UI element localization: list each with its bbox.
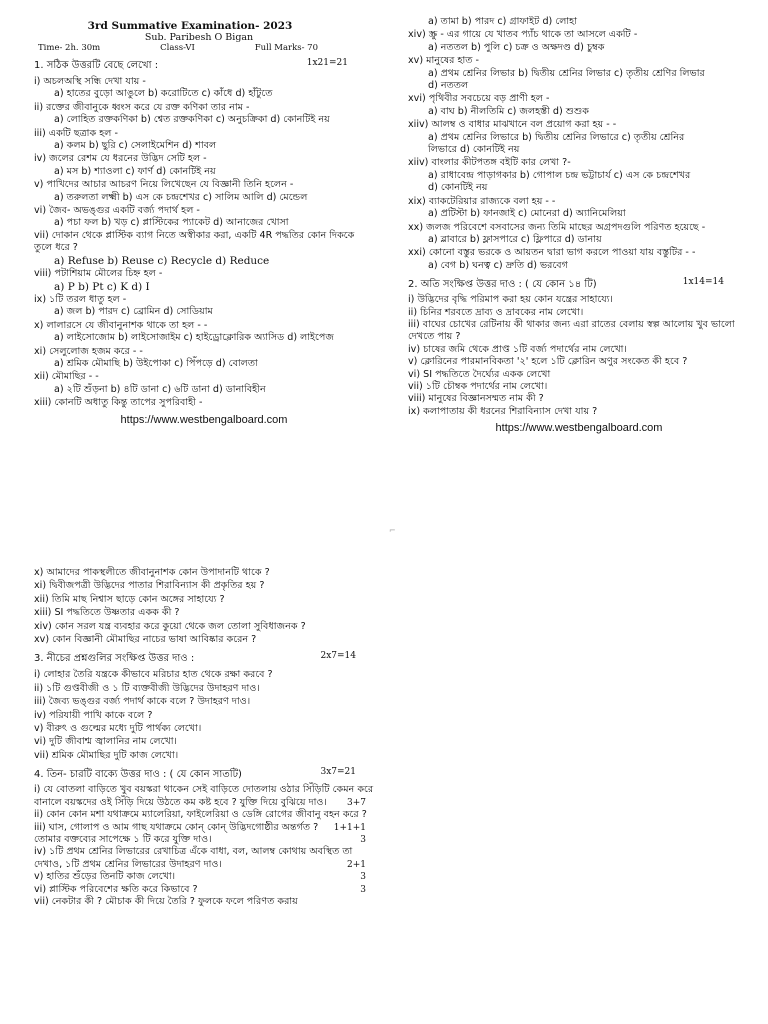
question: xiiv) আলম্ব ও বাধার মাঝখানে বল প্রয়োগ করা হয় - - [408, 119, 617, 131]
short-question: iv) চাষের জমি থেকে প্রাপ্ত ১টি বর্জ্য পদার্থের নাম লেখো। [408, 343, 627, 355]
answer-options: লিভারে d) কোনটিই নয় [428, 144, 520, 156]
question-marks: 2+1 [347, 859, 366, 870]
question: xvi) পৃথিবীর সবচেয়ে বড় প্রাণী হল - [408, 93, 550, 105]
brief-question: vi) দুটি জীবাশ্ম জ্বালানির নাম লেখো। [34, 736, 177, 748]
section-2-title: 2. অতি সংক্ষিপ্ত উত্তর দাও : ( যে কোন ১৪ টি) [408, 279, 597, 291]
long-question-text: v) হাতির শুঁড়ের তিনটি কাজ লেখো। [34, 871, 176, 883]
answer-options: a) কলম b) ছুরি c) সেলাইমেশিন d) শাবল [54, 140, 217, 152]
section-2-questions-cont [34, 567, 382, 646]
question: xv) মানুষের হাত - [408, 55, 479, 67]
answer-options: a) প্রথম শ্রেনির লিভার b) দ্বিতীয় শ্রেনির লিভার c) তৃতীয় শ্রেণির লিভার [428, 67, 705, 79]
section-4-questions [34, 784, 382, 908]
exam-class: Class-VI [160, 43, 195, 53]
source-link-right[interactable]: https://www.westbengalboard.com [495, 422, 663, 435]
answer-options: a) প্রথম শ্রেনির লিভারে b) দ্বিতীয় শ্রেনির লিভারে c) তৃতীয় শ্রেনির [428, 131, 685, 143]
source-link[interactable]: https://www.westbengalboard.com [120, 413, 288, 426]
answer-options: a) বেগ b) ঘনত্ব c) দ্রুতি d) ভরবেগ [428, 259, 568, 271]
answer-options: a) Refuse b) Reuse c) Recycle d) Reduce [54, 254, 270, 267]
question: xiii) কোনটি অধাতু কিন্তু তাপের সুপরিবাহী - [34, 397, 203, 409]
question: iv) জলের রেশম যে ধরনের উদ্ভিদ সেটি হল - [34, 153, 207, 165]
answer-options: a) রাধাবেন্দ্র পাড়াগকার b) গোপাল চন্দ্র ভট্টাচার্য c) এস কে চন্দ্রশেখর [428, 169, 691, 181]
section-3-questions [34, 669, 382, 762]
long-question [34, 871, 382, 883]
right-column [408, 16, 750, 532]
short-question: viii) মানুষের বিজ্ঞানসম্মত নাম কী ? [408, 393, 544, 405]
long-question-text: iv) ১টি প্রথম শ্রেনির লিভারের রেখাচিত্র এঁকে বাধা, বল, আলম্ব কোথায় অবস্থিত তা দেখাও, ১টি প্রথম শ্রেনির লিভারের উদাহরণ দাও। [34, 846, 353, 870]
question: ii) রক্তের জীবানুকে ধ্বংস করে যে রক্ত কণিকা তার নাম - [34, 101, 250, 113]
answer-options: a) তামা b) পারদ c) গ্রাফাইট d) লোহা [428, 16, 577, 27]
long-question-text: ii) কোন কোন মশা যথাক্রমে ম্যালেরিয়া, ফাইলেরিয়া ও ডেঙ্গি রোগের জীবানু বহন করে ? [34, 809, 367, 821]
short-question: xi) দ্বিবীজপত্রী উদ্ভিদের পাতার শিরাবিন্যাস কী প্রকৃতির হয় ? [34, 580, 265, 592]
answer-options: a) P b) Pt c) K d) I [54, 280, 150, 293]
section-4-heading [34, 767, 382, 784]
short-question: v) ক্লোরিনের পারমানবিকতা '২' হলে ১টি ক্লোরিন অণুর সংকেত কী হবে ? [408, 356, 688, 368]
question: xix) ব্যাকটেরিয়ার রাজ্যকে বলা হয় - - [408, 195, 556, 207]
long-question [34, 822, 382, 847]
question: xii) মৌমাছির - - [34, 371, 99, 383]
brief-question: iii) জৈব্য ভঙ্গুর বর্জ্য পদার্থ কাকে বলে ? উদাহরণ দাও। [34, 696, 251, 708]
answer-options: a) পচা ফল b) খড় c) প্লাস্টিকের প্যাকেট d) আনাজের খোসা [54, 217, 289, 229]
bottom-column [34, 566, 382, 1024]
section-2-marks: 1x14=14 [682, 277, 724, 288]
answer-options: a) মস b) শ্যাওলা c) ফার্ণ d) কোনটিই নয় [54, 165, 216, 177]
question: viii) পটাশিয়াম মৌলের চিহ্ন হল - [34, 268, 163, 280]
section-1-title: 1. সঠিক উত্তরটি বেছে লেখো : [34, 60, 159, 71]
long-question-text: vi) প্লাস্টিক পরিবেশের ক্ষতি করে কিভাবে ? [34, 883, 198, 895]
section-3-marks: 2x7=14 [320, 651, 356, 662]
page-divider-mark: ⌐ [389, 526, 396, 535]
long-question [34, 846, 382, 871]
exam-subject: Sub. Paribesh O Bigan [144, 32, 254, 43]
answer-options: a) প্রটিস্টা b) ফানজাই c) মোনেরা d) অ্যানিমেলিয়া [428, 208, 626, 220]
brief-question: v) বীরুৎ ও গুল্মের মধ্যে দুটি পার্থক্য লেখো। [34, 723, 202, 735]
short-question: vi) SI পদ্ধতিতে দৈর্ঘ্যের একক লেখো [408, 368, 551, 380]
question-marks: 1+1+1 [333, 822, 366, 833]
answer-options: a) লোহিত রক্তকণিকা b) শ্বেত রক্তকণিকা c) অনুচক্রিকা d) কোনটিই নয় [54, 114, 330, 126]
question-marks: 3 [360, 834, 366, 845]
short-question: ix) কলাপাতায় কী ধরনের শিরাবিন্যাস দেখা যায় ? [408, 405, 598, 417]
question: xi) সেলুলোজ হজম করে - - [34, 345, 143, 357]
section-1-questions-cont [408, 16, 750, 272]
short-question: iii) বাঘের চোখের রেটিনায় কী থাকার জন্য এরা রাতের বেলায় স্বল্প আলোয় খুব ভালো দেখতে পায় ? [408, 318, 735, 343]
answer-options: a) ব্লাবারে b) ফ্লাসপারে c) ফ্লিপারে d) ডানায় [428, 233, 602, 245]
short-question: ii) চিনির শরবতে দ্রাব্য ও দ্রাবকের নাম লেখো। [408, 306, 584, 318]
question: vii) দোকান থেকে প্লাস্টিক ব্যাগ নিতে অস্বীকার করা, একটি 4R পদ্ধতির কোন দিককে তুলে ধরে ? [34, 229, 355, 254]
brief-question: i) লোহার তৈরি যন্ত্রকে কীভাবে মরিচার হাত থেকে রক্ষা করবে ? [34, 669, 273, 681]
question: v) পাখিদের আচার আচরণ নিয়ে লিখেছেন যে বিজ্ঞানী তিনি হলেন - [34, 179, 294, 191]
answer-options: d) নততল [428, 80, 469, 92]
answer-options: a) তরুলতা লক্ষ্মী b) এস কে চন্দ্রশেখর c) সালিম আলি d) মেন্ডেল [54, 191, 308, 203]
exam-time: Time- 2h. 30m [38, 43, 101, 53]
question: i) অচলঅস্থি সন্ধি দেখা যায় - [34, 76, 146, 87]
short-question: i) উদ্ভিদের বৃদ্ধি পরিমাপ করা হয় কোন যন্ত্রের সাহায্যে। [408, 294, 613, 306]
answer-options: a) নততল b) পুলি c) চক্র ও অক্ষদণ্ড d) চুম্বক [428, 41, 605, 53]
question: iii) একটি ছত্রাক হল - [34, 127, 118, 139]
section-1-marks: 1x21=21 [306, 58, 348, 68]
long-question-text: i) যে বোতলা বাড়িতে খুব বয়স্করা থাকেন সেই বাড়িতে দোতলায় ওঠার সিঁড়িটি কেমন করে বানালে বয়স্কদের ওই সিঁড়ি দিয়ে উঠতে কম কষ্ট হবে ? যুক্তি দিয়ে বুঝিয়ে দাও। [34, 784, 374, 808]
section-3-heading [34, 651, 382, 668]
long-question [34, 884, 382, 896]
question: xxi) কোনো বস্তুর ভরকে ও আয়তন দ্বারা ভাগ করলে পাওয়া যায় বস্তুটির - - [408, 247, 696, 259]
long-question-text: iii) ঘাস, গোলাপ ও আম গাছ যথাক্রমে কোন্ কোন্ উদ্ভিদগোষ্ঠীর অন্তর্গত ? তোমার বক্তব্যের সাপেক্ষে ১ টি করে যুক্তি দাও। [34, 821, 319, 845]
brief-question: ii) ১টি গুপ্তবীজী ও ১ টি ব্যক্তবীজী উদ্ভিদের উদাহরণ দাও। [34, 682, 260, 694]
section-2-heading [408, 277, 750, 294]
question: ix) ১টি তরল ধাতু হল - [34, 293, 127, 305]
exam-meta-row [34, 43, 374, 53]
short-question: xiii) SI পদ্ধতিতে উষ্ণতার একক কী ? [34, 607, 180, 619]
question-marks: 3+7 [347, 797, 366, 808]
question: xx) জলজ পরিবেশে বসবাসের জন্য তিমি মাছের অগ্রপদগুলি পরিণত হয়েছে - [408, 221, 706, 233]
long-question [34, 896, 382, 908]
section-4-title: 4. তিন- চারটি বাক্যে উত্তর দাও : ( যে কোন সাতটি) [34, 769, 242, 781]
answer-options: a) ২টি শুঁড়না b) ৪টি ডানা c) ৬টি ডানা d) ডানাবিহীন [54, 383, 266, 395]
left-column [34, 20, 374, 530]
section-1-questions [34, 76, 374, 410]
section-3-title: 3. নীচের প্রশ্নগুলির সংক্ষিপ্ত উত্তর দাও : [34, 653, 195, 665]
short-question: xii) তিমি মাছ নিশ্বাস ছাড়ে কোন অঙ্গের সাহায্যে ? [34, 593, 225, 605]
answer-options: d) কোনটিই নয় [428, 182, 488, 194]
answer-options: a) জল b) পারদ c) ব্রোমিন d) সোডিয়াম [54, 306, 213, 318]
section-4-marks: 3x7=21 [320, 767, 356, 778]
brief-question: vii) শ্রমিক মৌমাছির দুটি কাজ লেখো। [34, 749, 179, 761]
answer-options: a) বাঘ b) নীলতিমি c) জলহস্তী d) শুশুক [428, 105, 589, 117]
short-question: xv) কোন বিজ্ঞানী মৌমাছির নাচের ভাষা আবিষ্কার করেন ? [34, 634, 257, 646]
section-1-heading [34, 58, 374, 75]
answer-options: a) শ্রমিক মৌমাছি b) উইপোকা c) পিঁপড়ে d) বোলতা [54, 357, 258, 369]
question-marks: 3 [360, 884, 366, 895]
short-question: x) আমাদের পাকস্থলীতে জীবানুনাশক কোন উপাদানটি থাকে ? [34, 567, 270, 578]
question: xiv) স্ক্রু - এর গায়ে যে খাতব প্যাঁচ থাকে তা আসলে একটি - [408, 29, 638, 41]
short-question: vii) ১টি চৌম্বক পদার্থের নাম লেখো। [408, 380, 548, 392]
answer-options: a) লাইসোজোম b) লাইসোজাইম c) হাইড্রোক্লোরিক অ্যাসিড d) লাইপেজ [54, 332, 334, 344]
long-question [34, 784, 382, 809]
short-question: xiv) কোন সরল যন্ত্র ব্যবহার করে কুয়ো থেকে জল তোলা সুবিধাজনক ? [34, 620, 306, 632]
answer-options: a) হাতের বুড়ো আঙুলে b) করোটিতে c) কাঁধে d) হাঁটুতে [54, 88, 273, 100]
section-2-questions [408, 294, 750, 418]
long-question-text: vii) নেকটার কী ? মৌচাক কী দিয়ে তৈরি ? ফুলকে ফলে পরিণত করায় [34, 895, 298, 907]
question: vi) জৈব- অভঙ্গুর একটি বর্জ্য পদার্থ হল - [34, 205, 200, 217]
question: x) লালারসে যে জীবানুনাশক থাকে তা হল - - [34, 319, 208, 331]
question: xiiv) বাংলার কীটপতঙ্গ বইটি কার লেখা ?- [408, 157, 571, 169]
brief-question: iv) পরিযায়ী পাখি কাকে বলে ? [34, 709, 153, 721]
exam-full-marks: Full Marks- 70 [254, 43, 318, 53]
question-marks: 3 [360, 872, 366, 883]
exam-title: 3rd Summative Examination- 2023 [87, 20, 293, 32]
